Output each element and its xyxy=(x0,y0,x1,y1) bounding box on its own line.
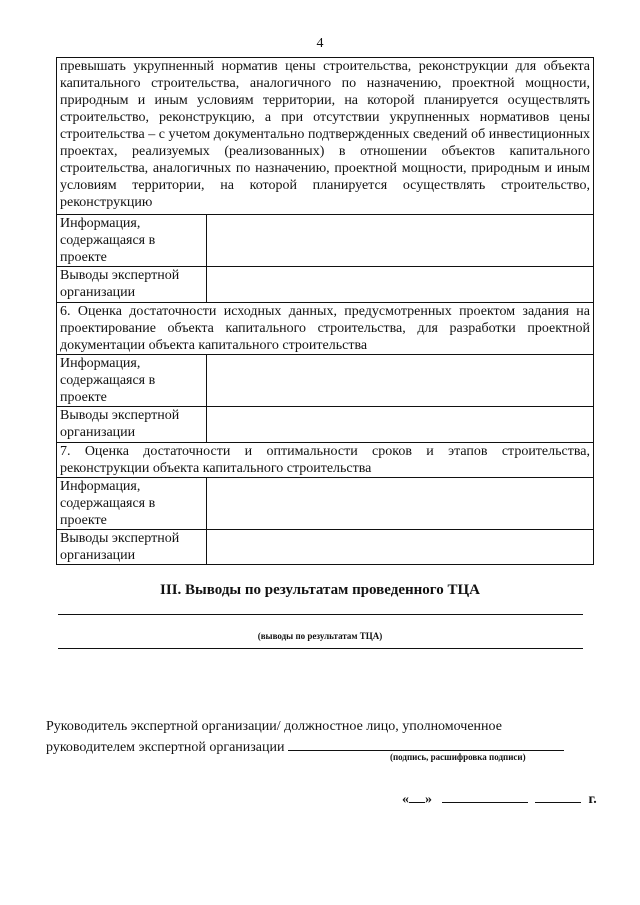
info-label: Информация, содержащаяся в проекте xyxy=(57,355,207,407)
conclusions-caption: (выводы по результатам ТЦА) xyxy=(257,631,383,641)
section-7-header: 7. Оценка достаточности и оптимальности сроков и этапов строительства, реконструкции объекта капитального строительства xyxy=(57,443,594,478)
table-row xyxy=(57,530,594,565)
conclusions-label: Выводы экспертной организации xyxy=(57,267,207,303)
date-open-quote: « xyxy=(402,792,409,807)
assessment-table xyxy=(56,57,594,565)
signature-text-line-1: Руководитель экспертной организации/ должностное лицо, уполномоченное xyxy=(46,719,502,734)
section-6-header: 6. Оценка достаточности исходных данных, предусмотренных проектом задания на проектирование объекта капитального строительства, для разработки проектной документации объекта капитального строительства xyxy=(57,303,594,355)
table-row xyxy=(57,355,594,407)
info-value-cell[interactable] xyxy=(207,355,594,407)
table-row xyxy=(57,215,594,267)
signature-line[interactable] xyxy=(288,736,564,751)
info-value-cell[interactable] xyxy=(207,215,594,267)
date-month-field[interactable] xyxy=(442,789,528,803)
page-number: 4 xyxy=(316,36,324,51)
section-heading: III. Выводы по результатам проведенного ТЦА xyxy=(160,582,480,598)
date-block xyxy=(402,789,597,808)
table-row xyxy=(57,443,594,478)
info-label: Информация, содержащаяся в проекте xyxy=(57,215,207,267)
signature-caption: (подпись, расшифровка подписи) xyxy=(390,752,526,762)
date-year-field[interactable] xyxy=(535,789,581,803)
signature-role: руководителем экспертной организации xyxy=(46,740,285,755)
info-label: Информация, содержащаяся в проекте xyxy=(57,478,207,530)
conclusions-value-cell[interactable] xyxy=(207,267,594,303)
conclusions-line-1[interactable] xyxy=(58,614,583,615)
table-row xyxy=(57,58,594,215)
conclusions-label: Выводы экспертной организации xyxy=(57,407,207,443)
conclusions-label: Выводы экспертной организации xyxy=(57,530,207,565)
conclusions-line-2[interactable] xyxy=(58,648,583,649)
conclusions-value-cell[interactable] xyxy=(207,530,594,565)
date-close-quote: » xyxy=(425,792,432,807)
info-value-cell[interactable] xyxy=(207,478,594,530)
table-row xyxy=(57,407,594,443)
date-year-suffix: г. xyxy=(588,792,597,807)
table-row xyxy=(57,303,594,355)
table-row xyxy=(57,478,594,530)
table-row xyxy=(57,267,594,303)
conclusions-value-cell[interactable] xyxy=(207,407,594,443)
intro-cell: превышать укрупненный норматив цены строительства, реконструкции для объекта капитального строительства, аналогичного по назначению, проектной мощности, природным и иным условиям территории, на которой планируется осуществлять строительство, реконструкцию, а при отсутствии укрупненных нормативов цены строительства – с учетом документально подтвержденных сведений об инвестиционных проектах, реализуемых (реализованных) в отношении объектов капитального строительства, аналогичных по назначению, проектной мощности, природным и иным условиям территории, на которой планируется осуществлять строительство, реконструкцию xyxy=(57,58,594,215)
date-day-field[interactable] xyxy=(409,789,425,803)
